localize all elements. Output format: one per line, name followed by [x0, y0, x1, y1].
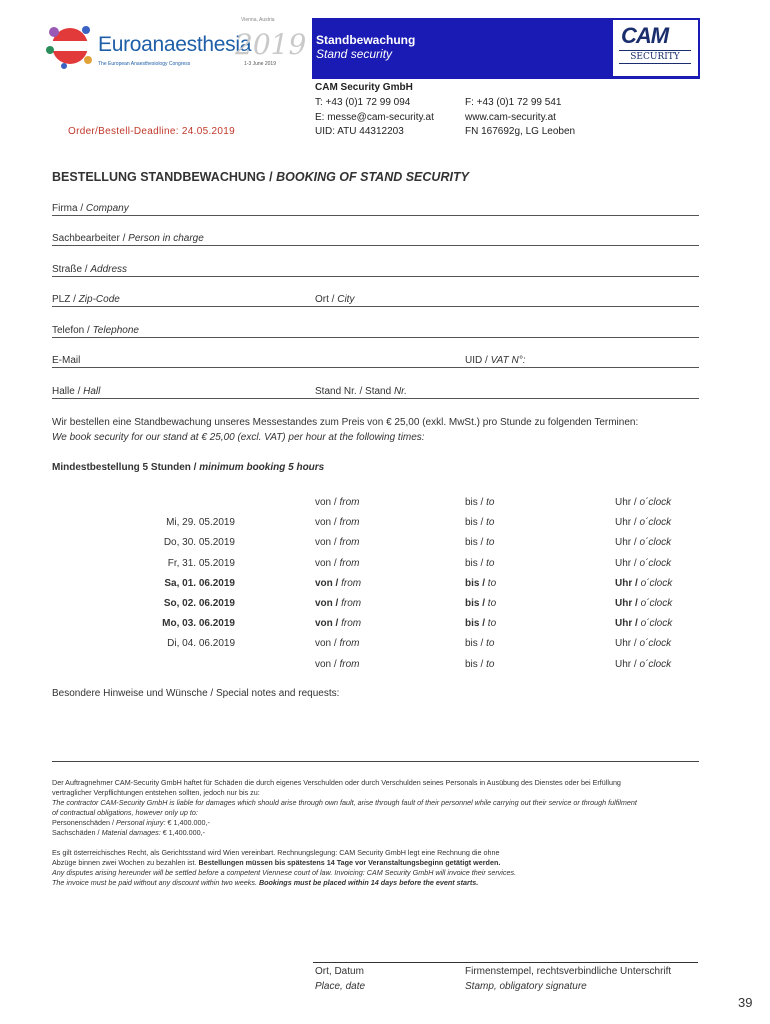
field-person-line[interactable] — [52, 245, 699, 246]
field-hall-stand-line[interactable] — [52, 398, 699, 399]
schedule-from: von / from — [315, 517, 360, 528]
schedule-clock: Uhr / o´clock — [615, 497, 672, 508]
schedule-date: Di, 04. 06.2019 — [167, 638, 235, 649]
schedule-to: bis / to — [465, 638, 495, 649]
field-street-label: Straße / Address — [52, 264, 128, 275]
cam-security-logo — [613, 20, 698, 76]
schedule-date: Do, 30. 05.2019 — [163, 537, 235, 548]
schedule-clock: Uhr / o´clock — [615, 598, 673, 609]
legal-line-1: Der Auftragnehmer CAM-Security GmbH haftet für Schäden die durch eigenes Verschulden oder durch Verschulden seines Personals in Ausübung des Dienstes oder bei Erfüllung — [52, 778, 621, 787]
schedule-to: bis / to — [465, 517, 495, 528]
schedule-to: bis / to — [465, 598, 497, 609]
stamp-label: Firmenstempel, rechtsverbindliche Unterschrift — [465, 966, 672, 977]
logo-dates: 1-3 June 2019 — [244, 61, 276, 67]
signature-line[interactable] — [313, 962, 698, 963]
form-heading-en: BOOKING OF STAND SECURITY — [276, 170, 469, 184]
schedule-date: Mo, 03. 06.2019 — [162, 618, 235, 629]
schedule-clock: Uhr / o´clock — [615, 578, 673, 589]
notes-line[interactable] — [52, 761, 699, 762]
schedule-to: bis / to — [465, 578, 497, 589]
logo-wordmark: Euroanaesthesia — [98, 33, 252, 56]
schedule-clock: Uhr / o´clock — [615, 517, 672, 528]
legal-text — [52, 778, 702, 888]
field-company-line[interactable] — [52, 215, 699, 216]
schedule-to: bis / to — [465, 618, 497, 629]
field-email-vat-line[interactable] — [52, 367, 699, 368]
company-uid: UID: ATU 44312203 — [315, 126, 404, 137]
legal-line-8: Abzüge binnen zwei Wochen zu bezahlen ist. Bestellungen müssen bis spätestens 14 Tage vor Veranstaltungsbeginn getätigt werden. — [52, 858, 501, 867]
legal-line-10: The invoice must be paid without any discount within two weeks. Bookings must be placed within 14 days before the event starts. — [52, 878, 479, 887]
company-email: E: messe@cam-security.at — [315, 112, 434, 123]
page-number: 39 — [738, 995, 753, 1010]
cam-logo-text: CAM — [621, 23, 669, 48]
schedule-to: bis / to — [465, 537, 495, 548]
company-fn: FN 167692g, LG Leoben — [465, 126, 576, 137]
intro-en: We book security for our stand at € 25,00 (excl. VAT) per hour at the following times: — [52, 432, 425, 443]
legal-line-4: of contractual obligations, however only up to: — [52, 808, 198, 817]
place-date-label-en: Place, date — [315, 981, 366, 992]
notes-label: Besondere Hinweise und Wünsche / Special notes and requests: — [52, 688, 340, 699]
field-stand-label: Stand Nr. / Stand Nr. — [315, 386, 407, 397]
minimum-booking: Mindestbestellung 5 Stunden / minimum booking 5 hours — [52, 462, 325, 473]
field-vat-label: UID / VAT N°: — [465, 355, 526, 366]
cam-logo-sub: SECURITY — [619, 50, 691, 64]
field-zip-label: PLZ / Zip-Code — [52, 294, 120, 305]
schedule-from: von / from — [315, 598, 362, 609]
schedule-clock: Uhr / o´clock — [615, 659, 672, 670]
schedule-from: von / from — [315, 578, 362, 589]
schedule-clock: Uhr / o´clock — [615, 638, 672, 649]
schedule-from: von / from — [315, 497, 360, 508]
schedule-date: Sa, 01. 06.2019 — [164, 578, 235, 589]
field-person-label: Sachbearbeiter / Person in charge — [52, 233, 204, 244]
schedule-from: von / from — [315, 618, 362, 629]
schedule-to: bis / to — [465, 558, 495, 569]
legal-line-6: Sachschäden / Material damages: € 1,400.000,- — [52, 828, 206, 837]
schedule-to: bis / to — [465, 497, 495, 508]
schedule-from: von / from — [315, 638, 360, 649]
header-subtitle: Stand security — [316, 47, 393, 61]
flag-globe-icon — [44, 20, 96, 72]
logo-venue: Vienna, Austria — [241, 17, 275, 23]
field-city-label: Ort / City — [315, 294, 355, 305]
company-name: CAM Security GmbH — [315, 82, 413, 93]
schedule-clock: Uhr / o´clock — [615, 558, 672, 569]
legal-line-7: Es gilt österreichisches Recht, als Gerichtsstand wird Wien vereinbart. Rechnungslegung: CAM Security GmbH legt eine Rechnung die ohne — [52, 848, 500, 857]
schedule-from: von / from — [315, 558, 360, 569]
legal-line-5: Personenschäden / Personal injury: € 1,400.000,- — [52, 818, 210, 827]
schedule-from: von / from — [315, 659, 360, 670]
place-date-label: Ort, Datum — [315, 966, 364, 977]
schedule-clock: Uhr / o´clock — [615, 618, 673, 629]
field-company-label: Firma / Company — [52, 203, 129, 214]
header-title: Standbewachung — [316, 33, 416, 47]
field-phone-line[interactable] — [52, 337, 699, 338]
schedule-to: bis / to — [465, 659, 495, 670]
field-hall-label: Halle / Hall — [52, 386, 101, 397]
legal-line-2: vertraglicher Verpflichtungen entstehen sollten, jedoch nur bis zu: — [52, 788, 260, 797]
schedule-date: So, 02. 06.2019 — [163, 598, 235, 609]
field-email-label: E-Mail — [52, 355, 81, 366]
company-phone: T: +43 (0)1 72 99 094 — [315, 97, 411, 108]
logo-year: 2019 — [235, 28, 307, 61]
legal-line-3: The contractor CAM-Security GmbH is liable for damages which should arise through own fault, arise through fault of their personnel while carrying out their service or through fulfilment — [52, 798, 637, 807]
form-heading-de: BESTELLUNG STANDBEWACHUNG / — [52, 170, 273, 184]
field-zip-city-line[interactable] — [52, 306, 699, 307]
stamp-label-en: Stamp, obligatory signature — [465, 981, 587, 992]
field-street-line[interactable] — [52, 276, 699, 277]
intro-de: Wir bestellen eine Standbewachung unseres Messestandes zum Preis von € 25,00 (exkl. MwSt.) pro Stunde zu folgenden Terminen: — [52, 417, 639, 428]
field-phone-label: Telefon / Telephone — [52, 325, 139, 336]
company-fax: F: +43 (0)1 72 99 541 — [465, 97, 562, 108]
schedule-clock: Uhr / o´clock — [615, 537, 672, 548]
order-deadline: Order/Bestell-Deadline: 24.05.2019 — [68, 126, 235, 137]
legal-line-9: Any disputes arising hereunder will be settled before a competent Viennese court of law. Invoicing: CAM Security GmbH will invoice their services. — [52, 868, 517, 877]
schedule-date: Mi, 29. 05.2019 — [166, 517, 235, 528]
form-heading — [52, 170, 469, 184]
company-web: www.cam-security.at — [465, 112, 556, 123]
schedule-date: Fr, 31. 05.2019 — [167, 558, 235, 569]
schedule-from: von / from — [315, 537, 360, 548]
logo-subtitle: The European Anaesthesiology Congress — [98, 61, 191, 67]
